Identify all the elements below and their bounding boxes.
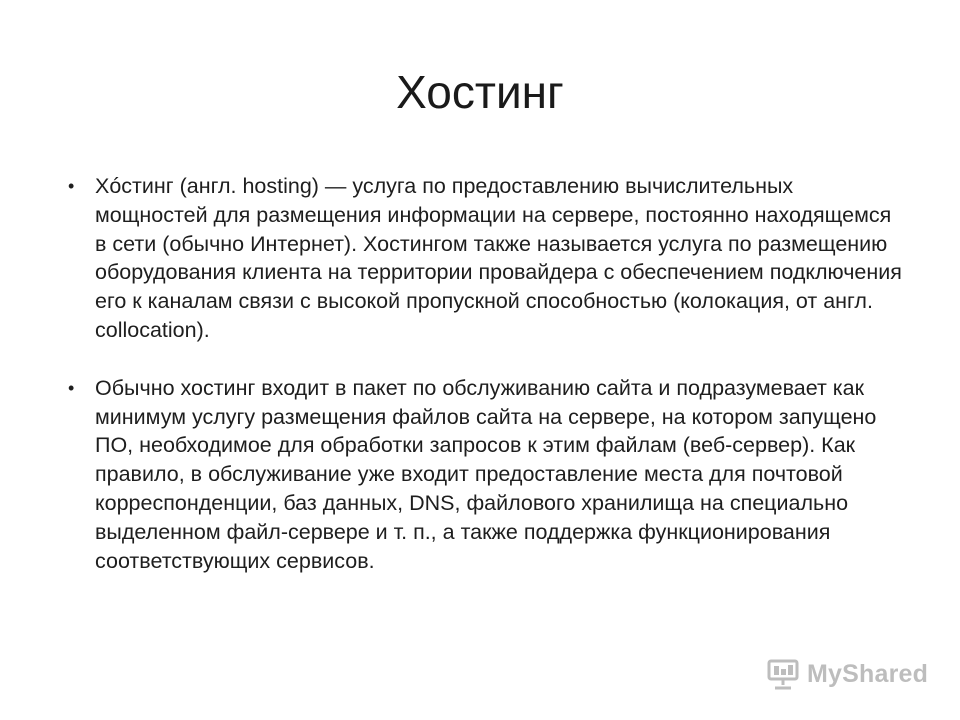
watermark [766,654,928,694]
presentation-board-icon [766,657,800,691]
bullet-text: Хóстинг (англ. hosting) — услуга по предоставлению вычислительных мощностей для размещения информации на сервере, постоянно находящемся в сети (обычно Интернет). Хостингом также называется услуга по размещению оборудования клиента на территории провайдера с обеспечением подключения его к каналам связи с высокой пропускной способностью (колокация, от англ. collocation). [95,174,902,342]
bullet-text: Обычно хостинг входит в пакет по обслуживанию сайта и подразумевает как минимум услугу размещения файлов сайта на сервере, на котором запущено ПО, необходимое для обработки запросов к этим файлам (веб-сервер). Как правило, в обслуживание уже входит предоставление места для почтовой корреспонденции, баз данных, DNS, файлового хранилища на специально выделенном файл-сервере и т. п., а также поддержка функционирования соответствующих сервисов. [95,375,877,573]
bullet-item [68,374,904,576]
bullet-dot: • [68,377,75,398]
watermark-text: MyShared [807,659,929,688]
bullet-dot: • [68,176,75,196]
slide-title: Хостинг [396,66,564,118]
bullet-list [68,172,904,575]
bullet-item [68,172,904,345]
